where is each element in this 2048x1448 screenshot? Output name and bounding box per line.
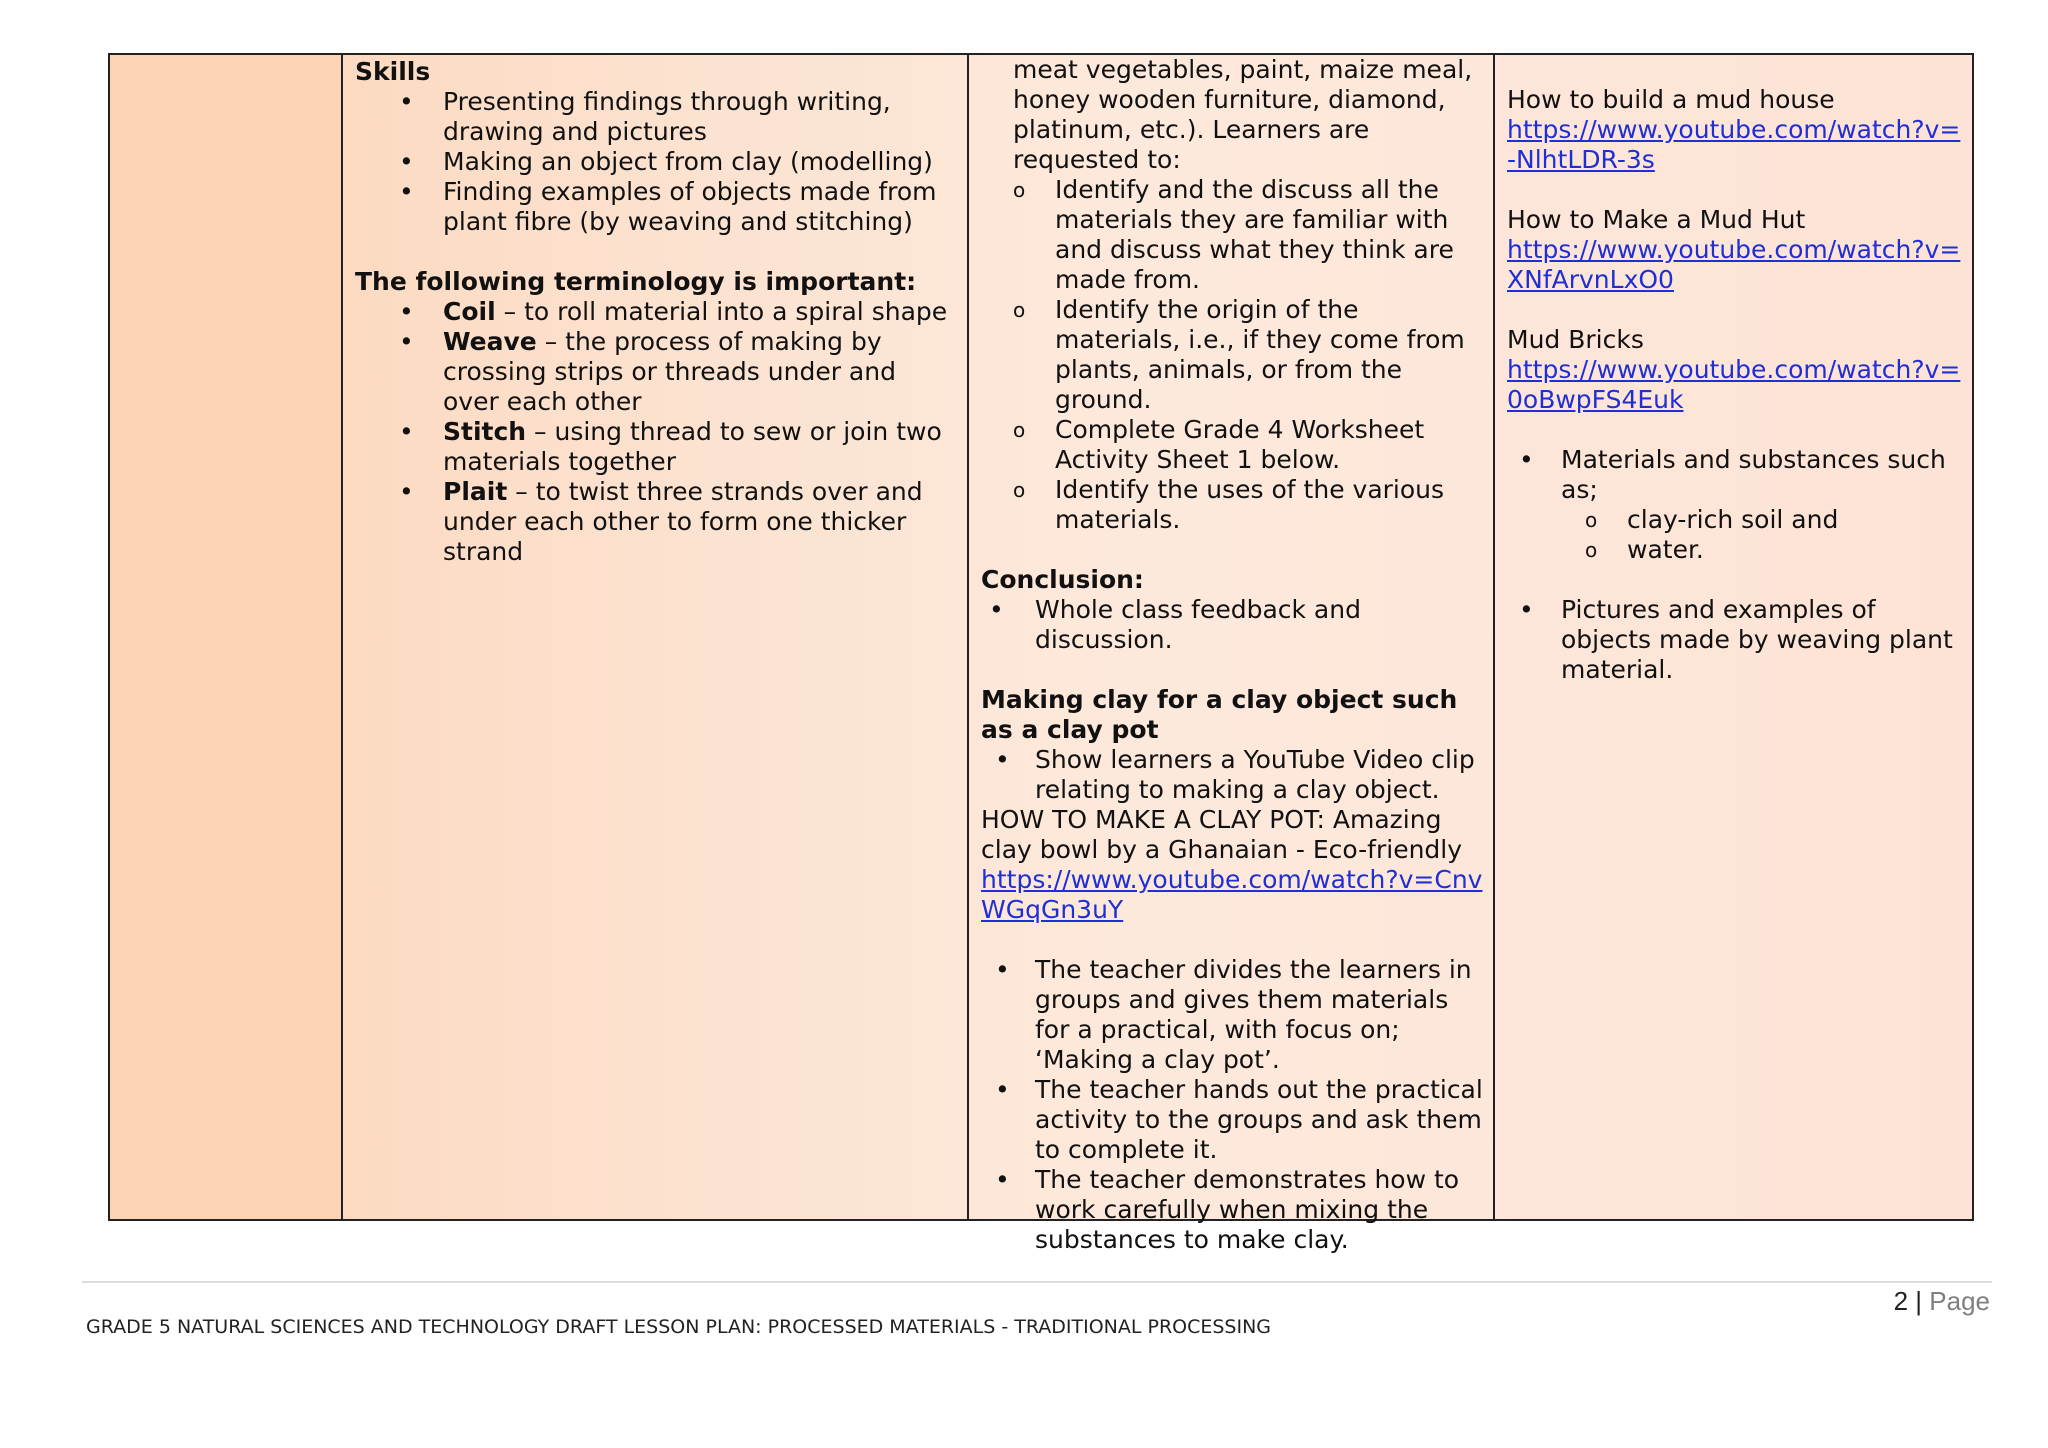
list-item: • Making an object from clay (modelling) [355,147,959,177]
term-definition: – using thread to sew or join two materials together [443,417,942,476]
video-title: HOW TO MAKE A CLAY POT: Amazing clay bowl by a Ghanaian - Eco-friendly [981,805,1463,864]
clay-heading: Making clay for a clay object such as a clay pot [981,685,1458,744]
term-definition: – to roll material into a spiral shape [495,297,948,326]
list-item: o water. [1507,535,1966,565]
materials-list [1507,445,1966,565]
term: Weave [443,327,537,356]
resource-link[interactable]: https://www.youtube.com/watch?v=XNfArvnLxO0 [1507,235,1961,294]
pictures-list [1507,595,1966,685]
resource-title: How to Make a Mud Hut [1507,205,1806,234]
list-item: o Identify the uses of the various materials. [981,475,1487,535]
list-item: o Identify and the discuss all the materials they are familiar with and discuss what they think are made from. [981,175,1487,295]
list-item: o Identify the origin of the materials, i.e., if they come from plants, animals, or from the ground. [981,295,1487,415]
page-separator: | [1915,1286,1923,1316]
list-item: • Finding examples of objects made from plant fibre (by weaving and stitching) [355,177,959,237]
resource-title: How to build a mud house [1507,85,1835,114]
terminology-heading: The following terminology is important: [355,267,917,296]
conclusion-heading: Conclusion: [981,565,1144,594]
video-link[interactable]: https://www.youtube.com/watch?v=CnvWGqGn3uY [981,865,1483,924]
list-item [355,477,959,567]
page-number-value: 2 [1893,1286,1909,1316]
footer-divider [82,1281,1992,1283]
skills-heading: Skills [355,57,431,86]
term: Plait [443,477,508,506]
teacher-list [981,955,1487,1255]
clay-list [981,745,1487,805]
list-item: • The teacher hands out the practical activity to the groups and ask them to complete it. [981,1075,1487,1165]
resource-link[interactable]: https://www.youtube.com/watch?v=-NlhtLDR-3s [1507,115,1961,174]
skills-list [355,87,959,237]
list-item [355,417,959,477]
list-item: • Materials and substances such as; [1507,445,1966,505]
page-number [1894,1286,1990,1317]
list-item [355,327,959,417]
task-list [981,175,1487,535]
activity-intro: meat vegetables, paint, maize meal, honey wooden furniture, diamond, platinum, etc.). Learners are requested to: [1013,55,1473,174]
page-label: Page [1929,1286,1990,1316]
list-item: • The teacher demonstrates how to work carefully when mixing the substances to make clay. [981,1165,1487,1255]
list-item: • Pictures and examples of objects made by weaving plant material. [1507,595,1966,685]
conclusion-list [981,595,1487,655]
table-column-resources [1493,55,1972,1219]
table-column-skills [341,55,967,1219]
list-item [355,297,959,327]
table-column-1 [110,55,341,1219]
table-column-activities [967,55,1493,1254]
footer-text: GRADE 5 NATURAL SCIENCES AND TECHNOLOGY DRAFT LESSON PLAN: PROCESSED MATERIALS - TRADITIONAL PROCESSING [86,1316,1272,1338]
resource-link[interactable]: https://www.youtube.com/watch?v=0oBwpFS4Euk [1507,355,1961,414]
list-item: • The teacher divides the learners in groups and gives them materials for a practical, with focus on; ‘Making a clay pot’. [981,955,1487,1075]
lesson-plan-table [108,53,1974,1254]
terminology-list [355,297,959,567]
list-item: • Show learners a YouTube Video clip relating to making a clay object. [981,745,1487,805]
list-item: o clay-rich soil and [1507,505,1966,535]
list-item: o Complete Grade 4 Worksheet Activity Sheet 1 below. [981,415,1487,475]
term-definition: – to twist three strands over and under each other to form one thicker strand [443,477,923,566]
list-item: • Whole class feedback and discussion. [981,595,1487,655]
resource-title: Mud Bricks [1507,325,1644,354]
term-definition: – the process of making by crossing strips or threads under and over each other [443,327,896,416]
term: Stitch [443,417,527,446]
term: Coil [443,297,496,326]
list-item: • Presenting findings through writing, drawing and pictures [355,87,959,147]
